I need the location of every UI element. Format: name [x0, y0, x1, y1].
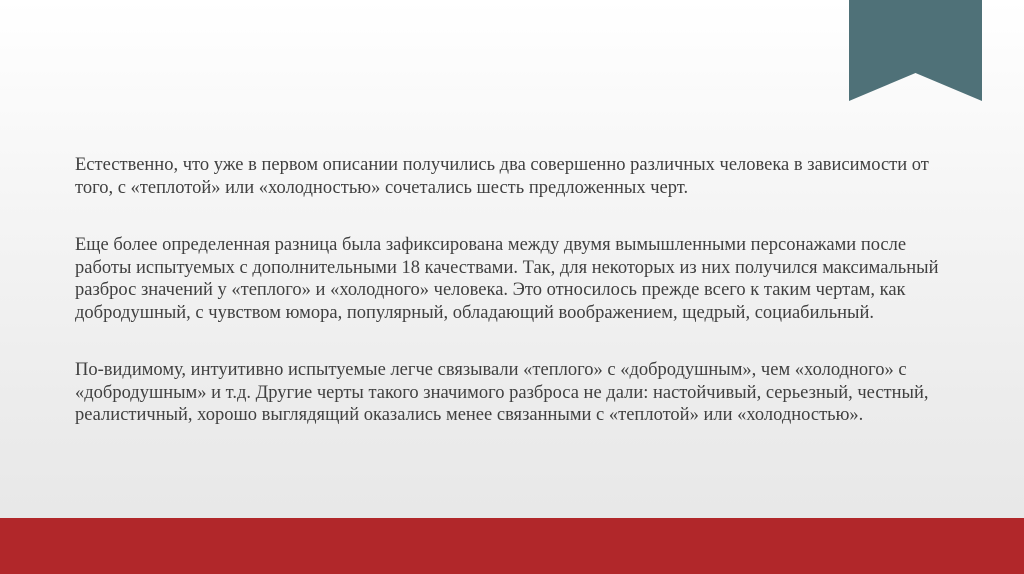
paragraph-2: Еще более определенная разница была зафиксирована между двумя вымышленными персонажами после работы испытуемых с дополнительными 18 качествами. Так, для некоторых из них получился максимальный разброс значений у «теплого» и «холодного» человека. Это относилось прежде всего к таким чертам, как добродушный, с чувством юмора, популярный, обладающий воображением, щедрый, социабильный. [75, 235, 939, 323]
paragraph-3: По-видимому, интуитивно испытуемые легче связывали «теплого» с «добродушным», чем «холодного» с «добродушным» и т.д. Другие черты такого значимого разброса не дали: настойчивый, серьезный, честный, реалистичный, хорошо выглядящий оказались менее связанными с «теплотой» или «холодностью». [75, 360, 929, 425]
bookmark-ribbon-decoration [849, 0, 982, 101]
paragraph-1: Естественно, что уже в первом описании получились два совершенно различных человека в зависимости от того, с «теплотой» или «холодностью» сочетались шесть предложенных черт. [75, 155, 929, 198]
bottom-accent-bar [0, 518, 1024, 574]
slide-body-text [75, 154, 955, 462]
